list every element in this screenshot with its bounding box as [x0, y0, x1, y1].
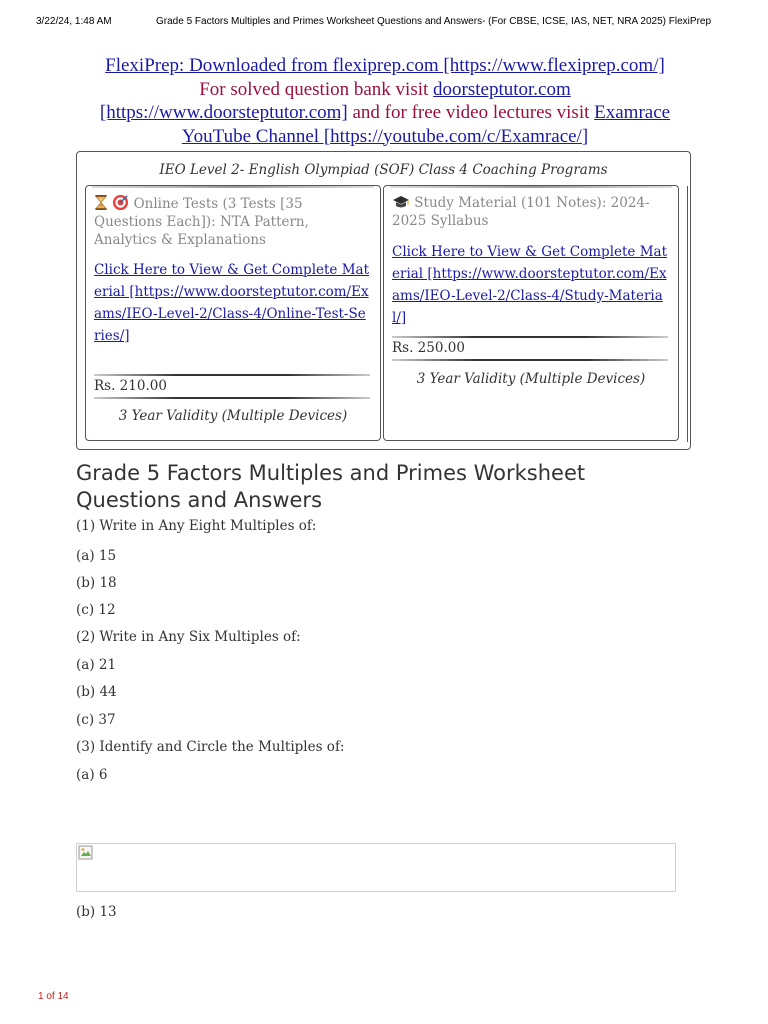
print-datetime: 3/22/24, 1:48 AM: [36, 16, 112, 27]
target-icon: [112, 194, 129, 211]
question-item: (b) 13: [76, 904, 117, 920]
graduation-cap-icon: [392, 195, 410, 209]
question-item: (b) 44: [76, 684, 117, 700]
online-tests-price: Rs. 210.00: [94, 378, 167, 394]
question-item: (b) 18: [76, 575, 117, 591]
print-header: [0, 16, 768, 30]
question-item: (c) 37: [76, 712, 116, 728]
divider: [94, 374, 370, 376]
doorsteptutor-link[interactable]: doorsteptutor.com: [433, 78, 571, 100]
card-top-border: [390, 186, 672, 188]
study-material-price: Rs. 250.00: [392, 340, 465, 356]
flexiprep-link[interactable]: FlexiPrep: Downloaded from flexiprep.com [https://www.flexiprep.com/]: [105, 55, 665, 76]
doorsteptutor-url-link[interactable]: [https://www.doorsteptutor.com]: [99, 102, 348, 123]
video-lectures-text: and for free video lectures visit: [347, 102, 595, 123]
question-item: (a) 6: [76, 767, 108, 783]
online-tests-link[interactable]: Click Here to View & Get Complete Material [https://www.doorsteptutor.com/Exams/IEO-Level-2/Class-4/Online-Test-Series/]: [94, 262, 370, 344]
page-title: Grade 5 Factors Multiples and Primes Worksheet Questions and Answers: [76, 461, 586, 512]
study-material-head-text: Study Material (101 Notes): 2024-2025 Syllabus: [392, 195, 650, 229]
broken-image: [76, 843, 676, 892]
question-item: (1) Write in Any Eight Multiples of:: [76, 518, 317, 534]
hourglass-icon: [94, 195, 108, 210]
divider: [94, 397, 370, 399]
question-item: (2) Write in Any Six Multiples of:: [76, 629, 301, 645]
divider: [392, 336, 668, 338]
print-page-title: Grade 5 Factors Multiples and Primes Worksheet Questions and Answers- (For CBSE, ICSE, IAS, NET, NRA 2025) FlexiPrep: [156, 16, 712, 27]
online-tests-validity: 3 Year Validity (Multiple Devices): [118, 408, 348, 424]
divider: [392, 359, 668, 361]
question-item: (c) 12: [76, 602, 116, 618]
online-tests-heading: [94, 194, 372, 249]
question-item: (a) 15: [76, 548, 117, 564]
card-top-border: [92, 186, 374, 188]
flexiprep-banner: [76, 54, 694, 148]
study-material-validity: 3 Year Validity (Multiple Devices): [416, 371, 646, 387]
study-material-card: [383, 185, 679, 441]
coaching-title: IEO Level 2- English Olympiad (SOF) Class 4 Coaching Programs: [159, 162, 608, 178]
page-number: 1 of 14: [38, 991, 69, 1002]
examrace-link[interactable]: Examrace: [594, 102, 671, 123]
online-tests-card: [85, 185, 381, 441]
question-item: (a) 21: [76, 657, 117, 673]
scroll-edge: [687, 186, 688, 442]
broken-image-icon: [78, 845, 94, 861]
study-material-heading: [392, 194, 670, 230]
question-item: (3) Identify and Circle the Multiples of:: [76, 739, 345, 755]
study-material-link[interactable]: Click Here to View & Get Complete Material [https://www.doorsteptutor.com/Exams/IEO-Level-2/Class-4/Study-Material/]: [392, 244, 668, 326]
youtube-channel-link[interactable]: YouTube Channel [https://youtube.com/c/Examrace/]: [181, 125, 589, 147]
coaching-programs-box: [76, 151, 691, 450]
solved-bank-text: For solved question bank visit: [199, 78, 434, 100]
online-tests-head-text: Online Tests (3 Tests [35 Questions Each]): NTA Pattern, Analytics & Explanations: [94, 196, 309, 248]
